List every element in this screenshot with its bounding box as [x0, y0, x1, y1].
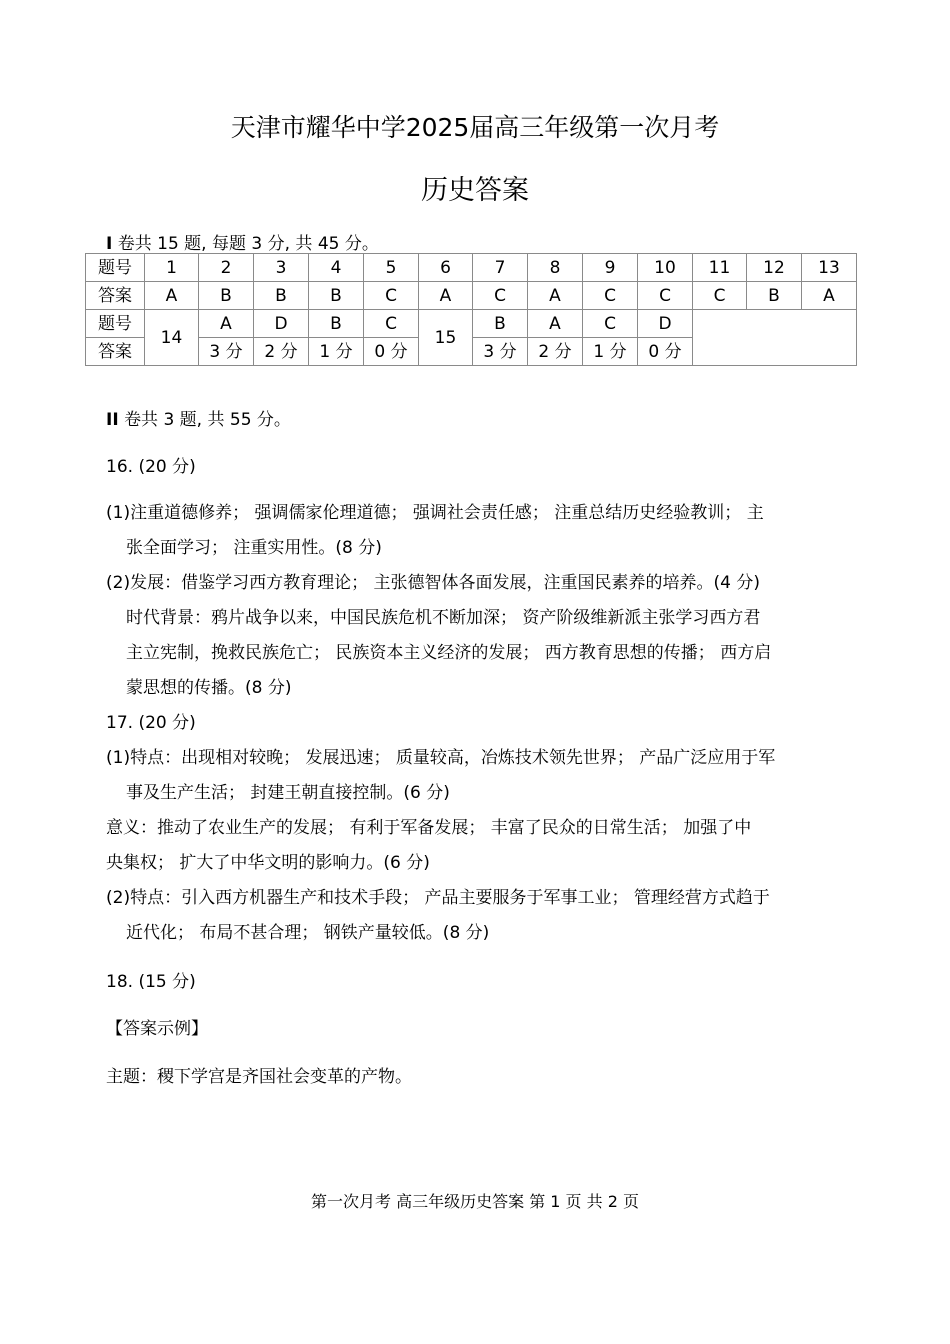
answer-cell: C [638, 282, 693, 310]
answer-line: 主立宪制，挽救民族危亡； 民族资本主义经济的发展； 西方教育思想的传播； 西方启 [126, 643, 772, 663]
answer-cell: B [747, 282, 802, 310]
part1-intro: I 卷共 15 题, 每题 3 分, 共 45 分。 [106, 234, 379, 254]
page-title: 天津市耀华中学2025届高三年级第一次月考 [230, 113, 720, 142]
row-label: 答案 [86, 282, 145, 310]
question-number: 4 [309, 254, 364, 282]
option-cell: C [364, 310, 419, 338]
question-number: 2 [199, 254, 254, 282]
answer-line: 主题：稷下学宫是齐国社会变革的产物。 [106, 1067, 412, 1087]
answer-cell: B [199, 282, 254, 310]
answer-line: 16. (20 分) [106, 457, 196, 477]
question-number: 6 [419, 254, 473, 282]
answer-line: 意义：推动了农业生产的发展； 有利于军备发展； 丰富了民众的日常生活； 加强了中 [106, 818, 752, 838]
answer-cell: B [309, 282, 364, 310]
answer-line: 蒙思想的传播。(8 分) [126, 678, 292, 698]
part2-intro: II 卷共 3 题, 共 55 分。 [106, 410, 291, 430]
answer-line: 张全面学习； 注重实用性。(8 分) [126, 538, 382, 558]
answer-cell: C [583, 282, 638, 310]
option-cell: C [583, 310, 638, 338]
score-cell: 1 分 [583, 338, 638, 366]
answer-cell: C [693, 282, 747, 310]
table-row [86, 310, 857, 338]
option-cell: B [473, 310, 528, 338]
option-cell: A [528, 310, 583, 338]
answer-line: 央集权； 扩大了中华文明的影响力。(6 分) [106, 853, 430, 873]
answer-line: 18. (15 分) [106, 972, 196, 992]
row-label: 题号 [86, 254, 145, 282]
question-number: 12 [747, 254, 802, 282]
question-number: 3 [254, 254, 309, 282]
answer-cell: A [802, 282, 857, 310]
question-number: 1 [145, 254, 199, 282]
answer-cell: A [419, 282, 473, 310]
answer-line: 时代背景：鸦片战争以来，中国民族危机不断加深； 资产阶级维新派主张学习西方君 [126, 608, 761, 628]
score-cell: 2 分 [528, 338, 583, 366]
answer-cell: C [364, 282, 419, 310]
question-number: 9 [583, 254, 638, 282]
page-footer: 第一次月考 高三年级历史答案 第 1 页 共 2 页 [311, 1192, 639, 1211]
answer-line: (2)特点：引入西方机器生产和技术手段； 产品主要服务于军事工业； 管理经营方式趋于 [106, 888, 770, 908]
answer-line: (1)注重道德修养； 强调儒家伦理道德； 强调社会责任感； 注重总结历史经验教训； 主 [106, 503, 764, 523]
answer-line: (1)特点：出现相对较晚； 发展迅速； 质量较高，冶炼技术领先世界； 产品广泛应用于军 [106, 748, 776, 768]
score-cell: 2 分 [254, 338, 309, 366]
score-cell: 3 分 [199, 338, 254, 366]
score-cell: 0 分 [638, 338, 693, 366]
question-number: 7 [473, 254, 528, 282]
answer-line: 17. (20 分) [106, 713, 196, 733]
table-row [86, 282, 857, 310]
option-cell: D [638, 310, 693, 338]
question-number: 5 [364, 254, 419, 282]
answer-line: (2)发展：借鉴学习西方教育理论； 主张德智体各面发展，注重国民素养的培养。(4 分) [106, 573, 760, 593]
option-cell: A [199, 310, 254, 338]
answer-cell: C [473, 282, 528, 310]
score-cell: 3 分 [473, 338, 528, 366]
answer-line: 事及生产生活； 封建王朝直接控制。(6 分) [126, 783, 450, 803]
table-row [86, 254, 857, 282]
option-cell: D [254, 310, 309, 338]
question-number: 10 [638, 254, 693, 282]
answer-cell: A [528, 282, 583, 310]
question-number: 14 [145, 310, 199, 366]
question-number: 13 [802, 254, 857, 282]
answer-line: 【答案示例】 [106, 1019, 208, 1039]
question-number: 11 [693, 254, 747, 282]
empty-cell [693, 310, 857, 366]
row-label: 答案 [86, 338, 145, 366]
page-subtitle: 历史答案 [421, 175, 529, 206]
score-cell: 0 分 [364, 338, 419, 366]
answer-cell: A [145, 282, 199, 310]
answer-cell: B [254, 282, 309, 310]
row-label: 题号 [86, 310, 145, 338]
question-number: 8 [528, 254, 583, 282]
answer-table [85, 253, 857, 366]
answer-line: 近代化； 布局不甚合理； 钢铁产量较低。(8 分) [126, 923, 490, 943]
option-cell: B [309, 310, 364, 338]
score-cell: 1 分 [309, 338, 364, 366]
question-number: 15 [419, 310, 473, 366]
